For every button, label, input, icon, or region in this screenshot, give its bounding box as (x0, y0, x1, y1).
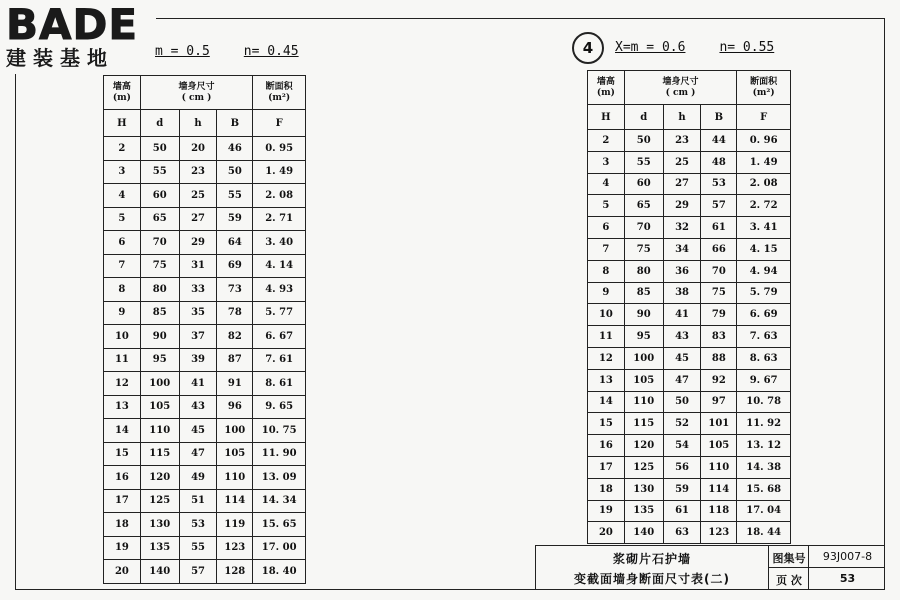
table-cell: 25 (663, 151, 701, 173)
table-cell: 80 (140, 278, 179, 302)
table-cell: 4 (588, 173, 625, 195)
table-cell: 14 (588, 391, 625, 413)
table-cell: 25 (179, 184, 217, 208)
table-cell: 78 (217, 301, 253, 325)
table-cell: 135 (624, 500, 663, 522)
table-cell: 8 (588, 260, 625, 282)
table-cell: 0. 96 (737, 130, 791, 152)
table-cell: 0. 95 (253, 137, 306, 161)
table-row (104, 301, 306, 325)
table-cell: 55 (179, 536, 217, 560)
table-cell: 6. 67 (253, 325, 306, 349)
title-block (535, 545, 885, 590)
table-cell: 57 (179, 560, 217, 584)
table-cell: 37 (179, 325, 217, 349)
col-header-dimensions: 墙身尺寸 ( cm ) (140, 76, 252, 110)
table-cell: 56 (663, 456, 701, 478)
table-cell: 47 (663, 369, 701, 391)
table-row (588, 413, 791, 435)
table-cell: 10 (104, 325, 141, 349)
table-cell: 3 (104, 160, 141, 184)
col-key-B: B (701, 105, 737, 130)
table-cell: 29 (179, 231, 217, 255)
table-cell: 115 (140, 442, 179, 466)
table-cell: 125 (624, 456, 663, 478)
table-cell: 27 (663, 173, 701, 195)
section-number-circle: 4 (572, 32, 604, 64)
table-cell: 110 (140, 419, 179, 443)
col-key-H: H (588, 105, 625, 130)
table-cell: 123 (217, 536, 253, 560)
table-cell: 6 (588, 217, 625, 239)
table-cell: 75 (140, 254, 179, 278)
table-cell: 55 (217, 184, 253, 208)
table-cell: 17. 00 (253, 536, 306, 560)
table-cell: 2. 72 (737, 195, 791, 217)
table-cell: 119 (217, 513, 253, 537)
col-key-F: F (253, 110, 306, 137)
table-cell: 82 (217, 325, 253, 349)
table-row (588, 326, 791, 348)
table-cell: 1. 49 (253, 160, 306, 184)
table-cell: 17 (588, 456, 625, 478)
table-cell: 13 (104, 395, 141, 419)
right-params (615, 40, 774, 55)
table-cell: 53 (179, 513, 217, 537)
left-params (155, 44, 299, 59)
table-cell: 7. 63 (737, 326, 791, 348)
table-cell: 32 (663, 217, 701, 239)
table-cell: 23 (663, 130, 701, 152)
table-row (588, 347, 791, 369)
table-row (588, 195, 791, 217)
col-key-B: B (217, 110, 253, 137)
table-cell: 95 (140, 348, 179, 372)
table-cell: 52 (663, 413, 701, 435)
table-cell: 49 (179, 466, 217, 490)
table-cell: 79 (701, 304, 737, 326)
table-cell: 48 (701, 151, 737, 173)
table-cell: 50 (217, 160, 253, 184)
table-row (588, 522, 791, 544)
table-cell: 44 (701, 130, 737, 152)
table-row (104, 160, 306, 184)
table-cell: 83 (701, 326, 737, 348)
table-row (104, 137, 306, 161)
table-row (588, 151, 791, 173)
table-cell: 9. 65 (253, 395, 306, 419)
table-cell: 15. 68 (737, 478, 791, 500)
table-cell: 18. 44 (737, 522, 791, 544)
table-cell: 2. 08 (253, 184, 306, 208)
table-cell: 57 (701, 195, 737, 217)
table-cell: 96 (217, 395, 253, 419)
table-cell: 8. 61 (253, 372, 306, 396)
table-cell: 69 (217, 254, 253, 278)
table-cell: 2. 08 (737, 173, 791, 195)
table-cell: 4. 93 (253, 278, 306, 302)
table-cell: 43 (663, 326, 701, 348)
table-cell: 59 (217, 207, 253, 231)
table-row (104, 466, 306, 490)
table-cell: 3. 41 (737, 217, 791, 239)
table-cell: 11. 90 (253, 442, 306, 466)
table-row (588, 130, 791, 152)
right-table-body (588, 130, 791, 544)
table-row (588, 217, 791, 239)
table-cell: 120 (624, 435, 663, 457)
table-row (104, 207, 306, 231)
table-cell: 87 (217, 348, 253, 372)
table-cell: 41 (179, 372, 217, 396)
table-cell: 70 (701, 260, 737, 282)
table-cell: 60 (140, 184, 179, 208)
col-header-dimensions: 墙身尺寸 ( cm ) (624, 71, 736, 105)
table-cell: 140 (140, 560, 179, 584)
col-key-h: h (663, 105, 701, 130)
table-cell: 35 (179, 301, 217, 325)
table-row (104, 254, 306, 278)
table-cell: 5 (104, 207, 141, 231)
right-dimension-table (587, 70, 791, 544)
table-row (104, 278, 306, 302)
table-cell: 100 (140, 372, 179, 396)
atlas-value: 93J007-8 (822, 550, 873, 563)
table-cell: 20 (179, 137, 217, 161)
table-cell: 91 (217, 372, 253, 396)
table-cell: 8. 63 (737, 347, 791, 369)
table-cell: 3. 40 (253, 231, 306, 255)
left-param-n: n= 0.45 (243, 44, 299, 59)
table-cell: 65 (624, 195, 663, 217)
table-cell: 19 (588, 500, 625, 522)
right-param-n: n= 0.55 (719, 40, 775, 55)
table-cell: 66 (701, 238, 737, 260)
table-row (104, 231, 306, 255)
table-cell: 105 (217, 442, 253, 466)
logo-subtext: 建装基地 (6, 46, 114, 70)
table-cell: 9 (104, 301, 141, 325)
table-cell: 6 (104, 231, 141, 255)
table-cell: 13. 09 (253, 466, 306, 490)
table-cell: 114 (701, 478, 737, 500)
table-cell: 105 (701, 435, 737, 457)
left-param-m: m = 0.5 (155, 44, 210, 59)
table-cell: 31 (179, 254, 217, 278)
table-row (588, 478, 791, 500)
table-row (104, 442, 306, 466)
table-cell: 75 (701, 282, 737, 304)
table-cell: 59 (663, 478, 701, 500)
atlas-label: 图集号 (772, 552, 806, 565)
table-row (104, 489, 306, 513)
table-cell: 4 (104, 184, 141, 208)
table-cell: 50 (624, 130, 663, 152)
table-cell: 18. 40 (253, 560, 306, 584)
table-cell: 135 (140, 536, 179, 560)
col-header-wall-height: 墙高 (m) (104, 76, 141, 110)
table-cell: 9. 67 (737, 369, 791, 391)
table-row (588, 173, 791, 195)
table-cell: 140 (624, 522, 663, 544)
table-cell: 110 (624, 391, 663, 413)
drawing-subtitle: 变截面墙身断面尺寸表(二) (574, 572, 730, 586)
table-cell: 20 (104, 560, 141, 584)
table-row (104, 513, 306, 537)
table-cell: 16 (104, 466, 141, 490)
table-cell: 14. 38 (737, 456, 791, 478)
table-cell: 55 (624, 151, 663, 173)
table-cell: 3 (588, 151, 625, 173)
table-cell: 120 (140, 466, 179, 490)
table-cell: 95 (624, 326, 663, 348)
table-cell: 2. 71 (253, 207, 306, 231)
table-cell: 20 (588, 522, 625, 544)
bade-logo (6, 0, 156, 74)
table-cell: 90 (624, 304, 663, 326)
table-cell: 5 (588, 195, 625, 217)
table-cell: 18 (588, 478, 625, 500)
table-cell: 1. 49 (737, 151, 791, 173)
table-cell: 90 (140, 325, 179, 349)
table-cell: 7. 61 (253, 348, 306, 372)
table-cell: 19 (104, 536, 141, 560)
left-table-body (104, 137, 306, 584)
table-cell: 70 (624, 217, 663, 239)
col-key-h: h (179, 110, 217, 137)
table-cell: 75 (624, 238, 663, 260)
table-row (588, 260, 791, 282)
table-cell: 60 (624, 173, 663, 195)
page-value: 53 (839, 572, 856, 585)
table-cell: 130 (624, 478, 663, 500)
table-cell: 114 (217, 489, 253, 513)
table-cell: 15 (104, 442, 141, 466)
table-cell: 11 (104, 348, 141, 372)
table-cell: 13. 12 (737, 435, 791, 457)
table-cell: 27 (179, 207, 217, 231)
table-cell: 8 (104, 278, 141, 302)
table-cell: 5. 77 (253, 301, 306, 325)
table-cell: 23 (179, 160, 217, 184)
table-cell: 15 (588, 413, 625, 435)
table-row (588, 282, 791, 304)
table-cell: 130 (140, 513, 179, 537)
table-cell: 51 (179, 489, 217, 513)
table-row (588, 369, 791, 391)
table-cell: 14 (104, 419, 141, 443)
title-block-divider (768, 567, 885, 568)
left-dimension-table (103, 75, 306, 584)
table-row (104, 184, 306, 208)
table-cell: 4. 94 (737, 260, 791, 282)
table-cell: 50 (663, 391, 701, 413)
col-key-d: d (140, 110, 179, 137)
col-header-wall-height: 墙高 (m) (588, 71, 625, 105)
table-cell: 9 (588, 282, 625, 304)
table-row (104, 395, 306, 419)
table-cell: 97 (701, 391, 737, 413)
table-cell: 110 (217, 466, 253, 490)
table-cell: 11. 92 (737, 413, 791, 435)
table-cell: 45 (179, 419, 217, 443)
table-cell: 4. 15 (737, 238, 791, 260)
table-cell: 10. 75 (253, 419, 306, 443)
table-cell: 39 (179, 348, 217, 372)
table-row (104, 560, 306, 584)
title-cell (536, 546, 769, 590)
table-cell: 5. 79 (737, 282, 791, 304)
table-cell: 12 (588, 347, 625, 369)
table-cell: 45 (663, 347, 701, 369)
table-cell: 123 (701, 522, 737, 544)
table-cell: 128 (217, 560, 253, 584)
table-cell: 4. 14 (253, 254, 306, 278)
table-cell: 61 (663, 500, 701, 522)
table-cell: 7 (588, 238, 625, 260)
table-row (588, 435, 791, 457)
table-cell: 61 (701, 217, 737, 239)
table-row (104, 372, 306, 396)
table-cell: 92 (701, 369, 737, 391)
table-cell: 105 (624, 369, 663, 391)
table-cell: 73 (217, 278, 253, 302)
col-key-F: F (737, 105, 791, 130)
drawing-title: 浆砌片石护墙 (612, 552, 691, 566)
col-key-H: H (104, 110, 141, 137)
table-cell: 47 (179, 442, 217, 466)
table-cell: 14. 34 (253, 489, 306, 513)
table-row (588, 238, 791, 260)
table-cell: 38 (663, 282, 701, 304)
table-cell: 2 (588, 130, 625, 152)
table-cell: 34 (663, 238, 701, 260)
table-cell: 16 (588, 435, 625, 457)
table-row (104, 325, 306, 349)
title-block-divider (808, 546, 809, 590)
table-cell: 18 (104, 513, 141, 537)
table-cell: 105 (140, 395, 179, 419)
table-cell: 17. 04 (737, 500, 791, 522)
page-label: 页 次 (776, 574, 802, 587)
table-cell: 100 (217, 419, 253, 443)
table-row (104, 348, 306, 372)
table-cell: 100 (624, 347, 663, 369)
table-row (104, 419, 306, 443)
table-cell: 10 (588, 304, 625, 326)
table-row (588, 500, 791, 522)
table-cell: 85 (624, 282, 663, 304)
table-cell: 65 (140, 207, 179, 231)
col-key-d: d (624, 105, 663, 130)
table-row (588, 391, 791, 413)
table-row (104, 536, 306, 560)
table-cell: 33 (179, 278, 217, 302)
logo-text: BADE (6, 0, 139, 49)
table-row (588, 456, 791, 478)
table-cell: 7 (104, 254, 141, 278)
table-cell: 11 (588, 326, 625, 348)
table-cell: 15. 65 (253, 513, 306, 537)
table-cell: 101 (701, 413, 737, 435)
table-cell: 118 (701, 500, 737, 522)
table-cell: 2 (104, 137, 141, 161)
table-cell: 17 (104, 489, 141, 513)
table-cell: 88 (701, 347, 737, 369)
table-cell: 36 (663, 260, 701, 282)
col-header-area: 断面积 (m²) (253, 76, 306, 110)
table-cell: 13 (588, 369, 625, 391)
table-cell: 110 (701, 456, 737, 478)
table-cell: 29 (663, 195, 701, 217)
table-cell: 54 (663, 435, 701, 457)
table-cell: 6. 69 (737, 304, 791, 326)
table-row (588, 304, 791, 326)
table-cell: 55 (140, 160, 179, 184)
table-cell: 50 (140, 137, 179, 161)
table-cell: 53 (701, 173, 737, 195)
table-cell: 80 (624, 260, 663, 282)
table-cell: 46 (217, 137, 253, 161)
table-cell: 10. 78 (737, 391, 791, 413)
table-cell: 125 (140, 489, 179, 513)
table-cell: 63 (663, 522, 701, 544)
table-cell: 115 (624, 413, 663, 435)
table-cell: 70 (140, 231, 179, 255)
table-cell: 12 (104, 372, 141, 396)
table-cell: 85 (140, 301, 179, 325)
table-cell: 43 (179, 395, 217, 419)
table-cell: 41 (663, 304, 701, 326)
table-cell: 64 (217, 231, 253, 255)
col-header-area: 断面积 (m²) (737, 71, 791, 105)
right-param-m: X=m = 0.6 (615, 40, 686, 55)
